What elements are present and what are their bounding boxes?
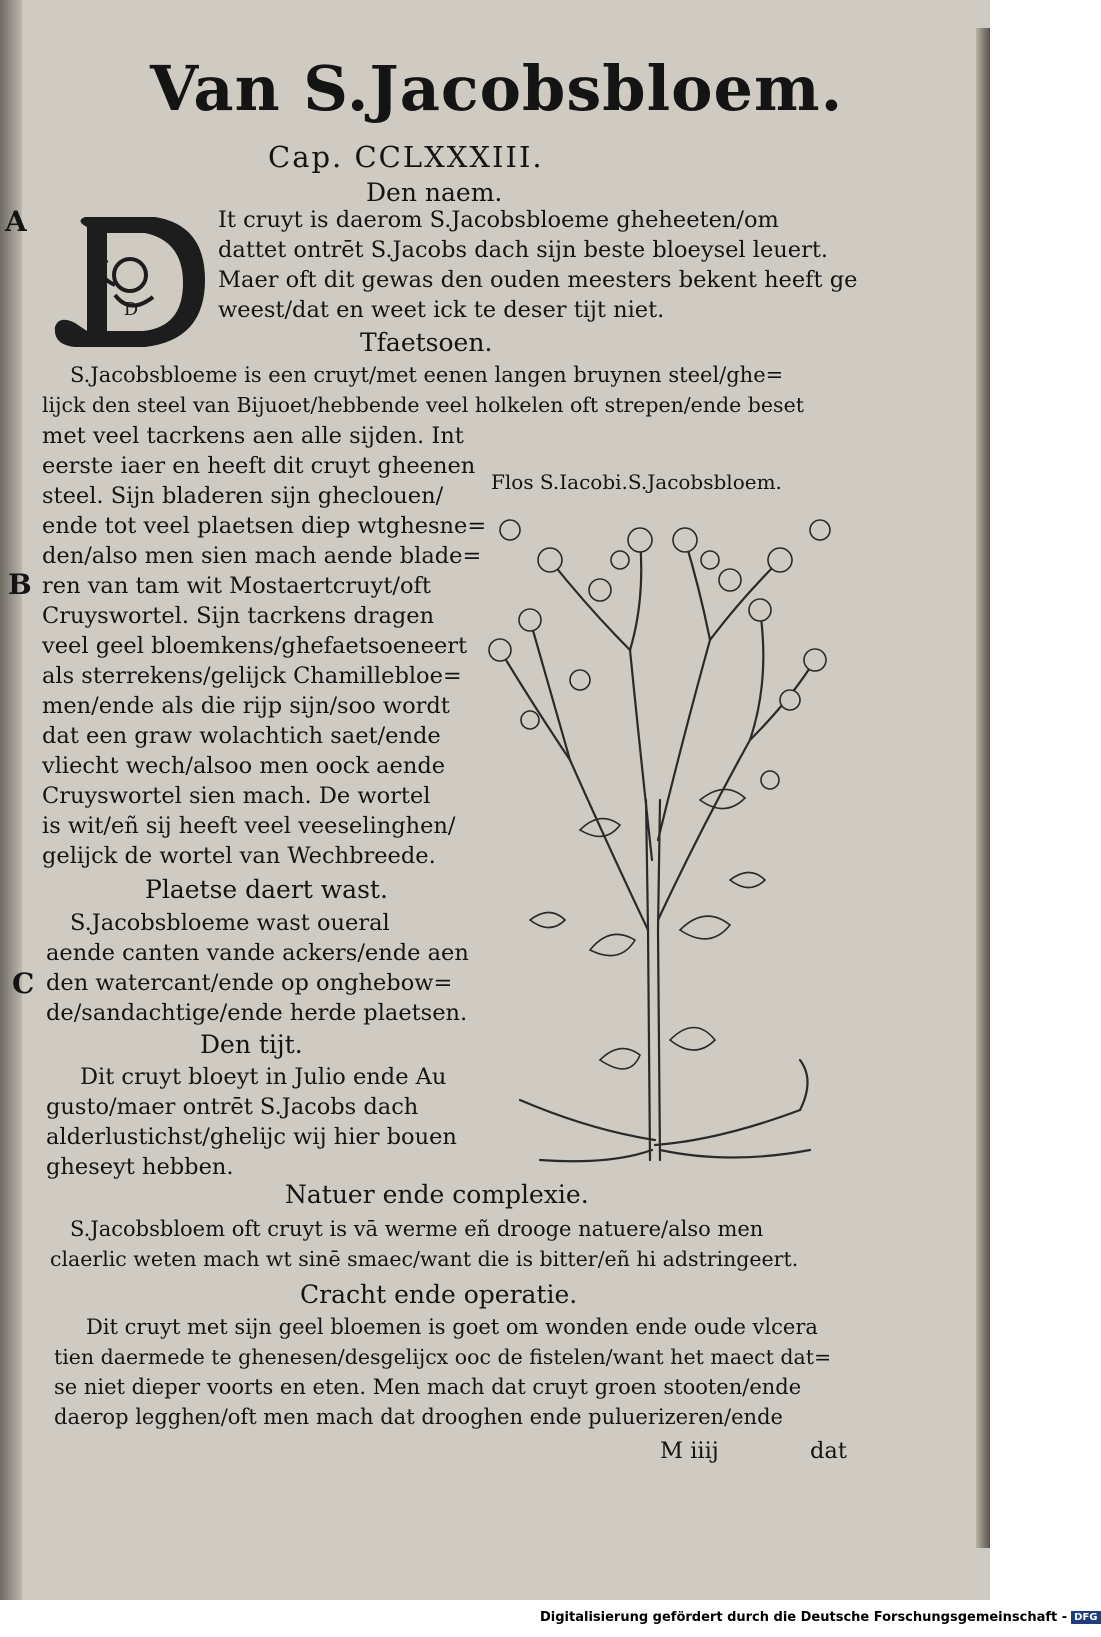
text-line: dattet ontrēt S.Jacobs dach sijn beste bloeysel leuert.: [218, 237, 829, 263]
text-line: is wit/eñ sij heeft veel veeselinghen/: [42, 813, 456, 839]
heading-den-tijt: Den tijt.: [200, 1030, 303, 1059]
text-line: dat een graw wolachtich saet/ende: [42, 723, 441, 749]
text-line: daerop legghen/oft men mach dat drooghen ende puluerizeren/ende: [54, 1405, 783, 1429]
text-line: Cruyswortel sien mach. De wortel: [42, 783, 431, 809]
text-line: gheseyt hebben.: [46, 1154, 234, 1180]
text-line: vliecht wech/alsoo men oock aende: [42, 753, 446, 779]
text-line: S.Jacobsbloeme is een cruyt/met eenen langen bruynen steel/ghe=: [70, 363, 784, 387]
text-line: aende canten vande ackers/ende aen: [46, 940, 469, 966]
text-line: S.Jacobsbloem oft cruyt is vā werme eñ drooge natuere/also men: [70, 1217, 764, 1241]
text-line: als sterrekens/gelijck Chamillebloe=: [42, 663, 462, 689]
text-line: Maer oft dit gewas den ouden meesters bekent heeft ge: [218, 267, 858, 293]
text-line: weest/dat en weet ick te deser tijt niet.: [218, 297, 665, 323]
text-line: Dit cruyt met sijn geel bloemen is goet om wonden ende oude vlcera: [86, 1315, 818, 1339]
text-line: claerlic weten mach wt sinē smaec/want die is bitter/eñ hi adstringeert.: [50, 1247, 799, 1271]
decorated-initial-d: [45, 205, 210, 355]
heading-cracht: Cracht ende operatie.: [300, 1280, 578, 1309]
text-line: met veel tacrkens aen alle sijden. Int: [42, 423, 464, 449]
text-line: ren van tam wit Mostaertcruyt/oft: [42, 573, 431, 599]
heading-plaetse: Plaetse daert wast.: [145, 875, 388, 904]
catchword: dat: [810, 1438, 847, 1464]
heading-natuer: Natuer ende complexie.: [285, 1180, 589, 1209]
text-line: se niet dieper voorts en eten. Men mach dat cruyt groen stooten/ende: [54, 1375, 802, 1399]
text-line: eerste iaer en heeft dit cruyt gheenen: [42, 453, 476, 479]
heading-den-naem: Den naem.: [366, 178, 503, 207]
footer-text: Digitalisierung gefördert durch die Deutsche Forschungsgemeinschaft -: [540, 1610, 1068, 1625]
text-line: den/also men sien mach aende blade=: [42, 543, 482, 569]
footer-credit: [540, 1610, 1101, 1625]
heading-tfaetsoen: Tfaetsoen.: [360, 328, 493, 357]
margin-letter-a: A: [5, 205, 27, 238]
text-line: den watercant/ende op onghebow=: [46, 970, 453, 996]
spine-shadow: [0, 0, 22, 1600]
text-line: gelijck de wortel van Wechbreede.: [42, 843, 436, 869]
page-edge: [976, 28, 990, 1548]
text-line: men/ende als die rijp sijn/soo wordt: [42, 693, 450, 719]
page-title: Van S.Jacobsbloem.: [150, 52, 844, 125]
text-line: lijck den steel van Bijuoet/hebbende veel holkelen oft strepen/ende beset: [42, 393, 804, 417]
signature-mark: M iiij: [660, 1438, 719, 1464]
margin-letter-b: B: [8, 568, 32, 601]
text-line: gusto/maer ontrēt S.Jacobs dach: [46, 1094, 419, 1120]
plant-woodcut-illustration: [470, 500, 850, 1175]
text-line: alderlustichst/ghelijc wij hier bouen: [46, 1124, 457, 1150]
text-line: de/sandachtige/ende herde plaetsen.: [46, 1000, 468, 1026]
text-line: ende tot veel plaetsen diep wtghesne=: [42, 513, 487, 539]
dfg-logo: DFG: [1071, 1611, 1100, 1624]
text-line: veel geel bloemkens/ghefaetsoeneert: [42, 633, 468, 659]
margin-letter-c: C: [12, 967, 35, 1000]
text-line: steel. Sijn bladeren sijn gheclouen/: [42, 483, 444, 509]
svg-text:D: D: [123, 299, 139, 320]
text-line: tien daermede te ghenesen/desgelijcx ooc de fistelen/want het maect dat=: [54, 1345, 832, 1369]
text-line: S.Jacobsbloeme wast oueral: [70, 910, 390, 936]
text-line: It cruyt is daerom S.Jacobsbloeme gheheeten/om: [218, 207, 779, 233]
figure-caption: Flos S.Iacobi.S.Jacobsbloem.: [491, 470, 782, 494]
chapter-number: Cap. CCLXXXIII.: [268, 140, 544, 174]
text-line: Dit cruyt bloeyt in Julio ende Au: [80, 1064, 447, 1090]
text-line: Cruyswortel. Sijn tacrkens dragen: [42, 603, 435, 629]
